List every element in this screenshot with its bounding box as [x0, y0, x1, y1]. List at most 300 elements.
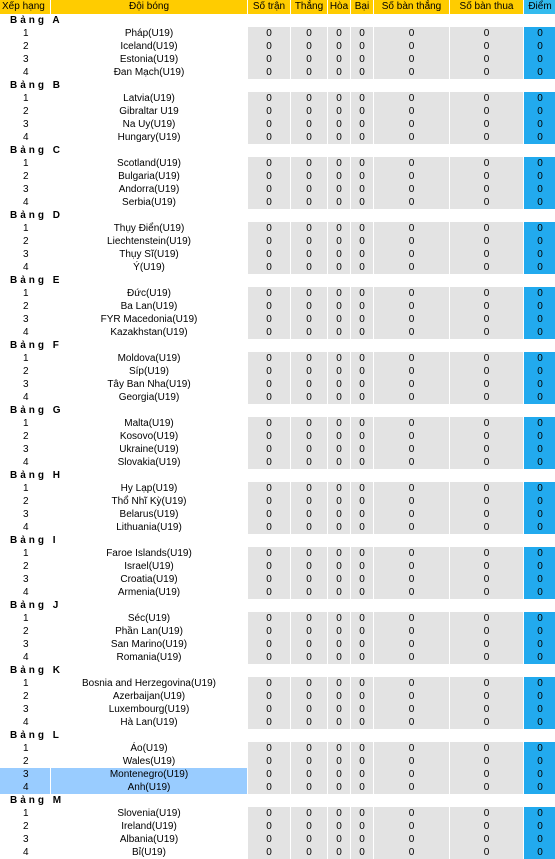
table-row[interactable] [0, 716, 555, 729]
team-goals-against: 0 [450, 261, 523, 274]
team-name-link[interactable]: Moldova(U19) [51, 352, 247, 365]
table-row[interactable] [0, 638, 555, 651]
team-lost: 0 [351, 157, 373, 170]
team-goals-for: 0 [374, 560, 449, 573]
table-row[interactable] [0, 495, 555, 508]
header-points[interactable]: Điểm [524, 0, 555, 14]
team-drawn: 0 [328, 287, 350, 300]
team-goals-for: 0 [374, 846, 449, 859]
team-won: 0 [291, 378, 327, 391]
table-row[interactable] [0, 651, 555, 664]
team-drawn: 0 [328, 27, 350, 40]
team-name-link[interactable]: Tây Ban Nha(U19) [51, 378, 247, 391]
team-played: 0 [248, 690, 290, 703]
team-played: 0 [248, 755, 290, 768]
team-rank: 3 [0, 833, 50, 846]
team-won: 0 [291, 118, 327, 131]
team-drawn: 0 [328, 248, 350, 261]
table-row[interactable] [0, 365, 555, 378]
team-name-link[interactable]: Albania(U19) [51, 833, 247, 846]
table-row[interactable] [0, 521, 555, 534]
table-row[interactable] [0, 105, 555, 118]
team-goals-against: 0 [450, 118, 523, 131]
table-row[interactable] [0, 248, 555, 261]
table-row[interactable] [0, 625, 555, 638]
team-won: 0 [291, 768, 327, 781]
team-points: 0 [524, 157, 555, 170]
table-row[interactable] [0, 391, 555, 404]
team-played: 0 [248, 66, 290, 79]
table-row[interactable] [0, 92, 555, 105]
team-won: 0 [291, 690, 327, 703]
team-won: 0 [291, 417, 327, 430]
team-rank: 2 [0, 365, 50, 378]
table-row[interactable] [0, 456, 555, 469]
team-points: 0 [524, 53, 555, 66]
team-rank: 4 [0, 391, 50, 404]
header-goals-for[interactable]: Số bàn thắng [374, 0, 449, 14]
team-rank: 4 [0, 651, 50, 664]
team-goals-against: 0 [450, 287, 523, 300]
table-row[interactable] [0, 820, 555, 833]
team-rank: 3 [0, 53, 50, 66]
team-goals-for: 0 [374, 261, 449, 274]
team-drawn: 0 [328, 261, 350, 274]
team-points: 0 [524, 586, 555, 599]
team-name-link[interactable]: Latvia(U19) [51, 92, 247, 105]
team-name-link[interactable]: Kosovo(U19) [51, 430, 247, 443]
team-lost: 0 [351, 807, 373, 820]
team-name-link[interactable]: Hungary(U19) [51, 131, 247, 144]
team-rank: 4 [0, 261, 50, 274]
team-drawn: 0 [328, 118, 350, 131]
team-name-link[interactable]: Slovakia(U19) [51, 456, 247, 469]
team-played: 0 [248, 742, 290, 755]
team-played: 0 [248, 482, 290, 495]
team-rank: 2 [0, 300, 50, 313]
table-row[interactable] [0, 755, 555, 768]
team-goals-against: 0 [450, 495, 523, 508]
team-goals-against: 0 [450, 365, 523, 378]
team-goals-against: 0 [450, 547, 523, 560]
team-name-link[interactable]: Ireland(U19) [51, 820, 247, 833]
team-played: 0 [248, 222, 290, 235]
team-points: 0 [524, 690, 555, 703]
team-lost: 0 [351, 170, 373, 183]
table-row[interactable] [0, 157, 555, 170]
team-rank: 3 [0, 118, 50, 131]
team-points: 0 [524, 495, 555, 508]
team-rank: 2 [0, 170, 50, 183]
team-won: 0 [291, 287, 327, 300]
team-name-link[interactable]: Malta(U19) [51, 417, 247, 430]
team-played: 0 [248, 586, 290, 599]
team-lost: 0 [351, 625, 373, 638]
team-drawn: 0 [328, 313, 350, 326]
team-name-link[interactable]: Hà Lan(U19) [51, 716, 247, 729]
team-rank: 4 [0, 521, 50, 534]
team-goals-against: 0 [450, 456, 523, 469]
team-goals-for: 0 [374, 157, 449, 170]
table-row[interactable] [0, 430, 555, 443]
team-points: 0 [524, 118, 555, 131]
team-drawn: 0 [328, 183, 350, 196]
team-rank: 2 [0, 625, 50, 638]
team-rank: 2 [0, 560, 50, 573]
team-name-link[interactable]: Thổ Nhĩ Kỳ(U19) [51, 495, 247, 508]
team-drawn: 0 [328, 40, 350, 53]
team-played: 0 [248, 261, 290, 274]
team-name-link[interactable]: Lithuania(U19) [51, 521, 247, 534]
team-rank: 4 [0, 846, 50, 859]
team-name-link[interactable]: Faroe Islands(U19) [51, 547, 247, 560]
team-points: 0 [524, 742, 555, 755]
table-row[interactable] [0, 27, 555, 40]
team-goals-for: 0 [374, 547, 449, 560]
team-drawn: 0 [328, 482, 350, 495]
team-drawn: 0 [328, 326, 350, 339]
team-goals-against: 0 [450, 781, 523, 794]
team-lost: 0 [351, 300, 373, 313]
team-goals-for: 0 [374, 521, 449, 534]
team-lost: 0 [351, 261, 373, 274]
team-rank: 3 [0, 248, 50, 261]
team-played: 0 [248, 118, 290, 131]
team-name-link[interactable]: Phần Lan(U19) [51, 625, 247, 638]
team-drawn: 0 [328, 716, 350, 729]
header-team[interactable]: Đội bóng [51, 0, 247, 14]
team-lost: 0 [351, 521, 373, 534]
team-points: 0 [524, 833, 555, 846]
header-rank[interactable]: Xếp hạng [0, 0, 50, 14]
team-drawn: 0 [328, 131, 350, 144]
team-name-link[interactable]: Bulgaria(U19) [51, 170, 247, 183]
team-name-link[interactable]: Thụy Sĩ(U19) [51, 248, 247, 261]
team-lost: 0 [351, 131, 373, 144]
table-row[interactable] [0, 690, 555, 703]
group-label: Bảng M [0, 794, 555, 807]
team-rank: 1 [0, 287, 50, 300]
table-row[interactable] [0, 677, 555, 690]
team-goals-for: 0 [374, 417, 449, 430]
team-points: 0 [524, 105, 555, 118]
team-goals-for: 0 [374, 651, 449, 664]
table-row[interactable] [0, 170, 555, 183]
team-won: 0 [291, 521, 327, 534]
team-points: 0 [524, 248, 555, 261]
team-played: 0 [248, 768, 290, 781]
team-name-link[interactable]: Hy Lạp(U19) [51, 482, 247, 495]
team-goals-against: 0 [450, 27, 523, 40]
team-name-link[interactable]: Armenia(U19) [51, 586, 247, 599]
header-drawn[interactable]: Hòa [329, 1, 349, 12]
team-goals-against: 0 [450, 183, 523, 196]
team-name-link[interactable]: Anh(U19) [51, 781, 247, 794]
team-name-link[interactable]: Ý(U19) [51, 261, 247, 274]
team-name-link[interactable]: San Marino(U19) [51, 638, 247, 651]
team-rank: 1 [0, 742, 50, 755]
team-lost: 0 [351, 430, 373, 443]
table-row[interactable] [0, 118, 555, 131]
team-name-link[interactable]: Serbia(U19) [51, 196, 247, 209]
team-lost: 0 [351, 365, 373, 378]
team-name-link[interactable]: Montenegro(U19) [51, 768, 247, 781]
team-drawn: 0 [328, 690, 350, 703]
team-rank: 2 [0, 105, 50, 118]
team-name-link[interactable]: Na Uy(U19) [51, 118, 247, 131]
team-drawn: 0 [328, 508, 350, 521]
team-lost: 0 [351, 391, 373, 404]
team-points: 0 [524, 378, 555, 391]
team-name-link[interactable]: Liechtenstein(U19) [51, 235, 247, 248]
team-played: 0 [248, 703, 290, 716]
table-row[interactable] [0, 742, 555, 755]
header-goals-against[interactable]: Số bàn thua [450, 0, 523, 14]
team-name-link[interactable]: Croatia(U19) [51, 573, 247, 586]
group-header-row [0, 209, 555, 222]
team-played: 0 [248, 456, 290, 469]
table-row[interactable] [0, 183, 555, 196]
team-goals-for: 0 [374, 573, 449, 586]
team-drawn: 0 [328, 196, 350, 209]
team-drawn: 0 [328, 638, 350, 651]
team-name-link[interactable]: Đức(U19) [51, 287, 247, 300]
table-row[interactable] [0, 66, 555, 79]
team-goals-for: 0 [374, 820, 449, 833]
team-goals-against: 0 [450, 53, 523, 66]
team-name-link[interactable]: Thụy Điển(U19) [51, 222, 247, 235]
table-row[interactable] [0, 781, 555, 794]
team-goals-for: 0 [374, 300, 449, 313]
group-label: Bảng A [0, 14, 555, 27]
table-row[interactable] [0, 326, 555, 339]
team-name-link[interactable]: Israel(U19) [51, 560, 247, 573]
team-lost: 0 [351, 196, 373, 209]
table-row[interactable] [0, 443, 555, 456]
table-row[interactable] [0, 612, 555, 625]
team-name-link[interactable]: Romania(U19) [51, 651, 247, 664]
team-rank: 2 [0, 495, 50, 508]
team-drawn: 0 [328, 677, 350, 690]
team-lost: 0 [351, 547, 373, 560]
team-name-link[interactable]: Kazakhstan(U19) [51, 326, 247, 339]
group-header-row [0, 144, 555, 157]
team-lost: 0 [351, 716, 373, 729]
team-rank: 4 [0, 326, 50, 339]
team-drawn: 0 [328, 586, 350, 599]
team-won: 0 [291, 612, 327, 625]
team-lost: 0 [351, 313, 373, 326]
team-lost: 0 [351, 40, 373, 53]
team-rank: 1 [0, 612, 50, 625]
team-rank: 4 [0, 716, 50, 729]
table-row[interactable] [0, 833, 555, 846]
team-goals-against: 0 [450, 677, 523, 690]
team-rank: 2 [0, 40, 50, 53]
team-points: 0 [524, 222, 555, 235]
team-won: 0 [291, 352, 327, 365]
group-label: Bảng F [0, 339, 555, 352]
team-points: 0 [524, 820, 555, 833]
group-label: Bảng C [0, 144, 555, 157]
team-goals-against: 0 [450, 196, 523, 209]
team-goals-against: 0 [450, 66, 523, 79]
team-goals-for: 0 [374, 638, 449, 651]
team-name-link[interactable]: Georgia(U19) [51, 391, 247, 404]
team-name-link[interactable]: Bỉ(U19) [51, 846, 247, 859]
table-row[interactable] [0, 846, 555, 859]
team-won: 0 [291, 53, 327, 66]
team-goals-for: 0 [374, 586, 449, 599]
team-points: 0 [524, 66, 555, 79]
team-played: 0 [248, 443, 290, 456]
team-goals-for: 0 [374, 807, 449, 820]
team-name-link[interactable]: FYR Macedonia(U19) [51, 313, 247, 326]
team-name-link[interactable]: Síp(U19) [51, 365, 247, 378]
team-name-link[interactable]: Ba Lan(U19) [51, 300, 247, 313]
team-rank: 3 [0, 703, 50, 716]
team-points: 0 [524, 846, 555, 859]
team-name-link[interactable]: Estonia(U19) [51, 53, 247, 66]
team-rank: 4 [0, 196, 50, 209]
team-name-link[interactable]: Gibraltar U19 [51, 105, 247, 118]
team-drawn: 0 [328, 807, 350, 820]
header-won[interactable]: Thắng [291, 0, 327, 14]
team-lost: 0 [351, 833, 373, 846]
team-won: 0 [291, 222, 327, 235]
team-rank: 4 [0, 781, 50, 794]
team-lost: 0 [351, 495, 373, 508]
team-lost: 0 [351, 92, 373, 105]
team-points: 0 [524, 456, 555, 469]
header-lost[interactable]: Bại [351, 0, 373, 14]
team-name-link[interactable]: Luxembourg(U19) [51, 703, 247, 716]
team-goals-against: 0 [450, 430, 523, 443]
team-name-link[interactable]: Ukraine(U19) [51, 443, 247, 456]
team-rank: 4 [0, 456, 50, 469]
table-row[interactable] [0, 417, 555, 430]
team-goals-for: 0 [374, 833, 449, 846]
table-row[interactable] [0, 508, 555, 521]
team-lost: 0 [351, 456, 373, 469]
team-name-link[interactable]: Andorra(U19) [51, 183, 247, 196]
table-row[interactable] [0, 768, 555, 781]
team-rank: 3 [0, 573, 50, 586]
team-played: 0 [248, 625, 290, 638]
table-row[interactable] [0, 586, 555, 599]
team-name-link[interactable]: Scotland(U19) [51, 157, 247, 170]
team-rank: 4 [0, 586, 50, 599]
team-goals-for: 0 [374, 235, 449, 248]
team-drawn: 0 [328, 625, 350, 638]
table-row[interactable] [0, 196, 555, 209]
team-rank: 2 [0, 820, 50, 833]
table-row[interactable] [0, 300, 555, 313]
table-row[interactable] [0, 287, 555, 300]
team-name-link[interactable]: Wales(U19) [51, 755, 247, 768]
team-name-link[interactable]: Đan Mạch(U19) [51, 66, 247, 79]
team-goals-against: 0 [450, 586, 523, 599]
team-drawn: 0 [328, 352, 350, 365]
group-header-row [0, 729, 555, 742]
team-goals-for: 0 [374, 716, 449, 729]
team-rank: 3 [0, 183, 50, 196]
team-name-link[interactable]: Áo(U19) [51, 742, 247, 755]
team-lost: 0 [351, 183, 373, 196]
team-name-link[interactable]: Séc(U19) [51, 612, 247, 625]
team-won: 0 [291, 365, 327, 378]
team-goals-for: 0 [374, 391, 449, 404]
team-goals-against: 0 [450, 521, 523, 534]
table-row[interactable] [0, 261, 555, 274]
table-row[interactable] [0, 807, 555, 820]
table-row[interactable] [0, 40, 555, 53]
team-goals-for: 0 [374, 118, 449, 131]
team-name-link[interactable]: Pháp(U19) [51, 27, 247, 40]
team-name-link[interactable]: Belarus(U19) [51, 508, 247, 521]
team-goals-for: 0 [374, 430, 449, 443]
table-row[interactable] [0, 222, 555, 235]
team-drawn: 0 [328, 417, 350, 430]
team-rank: 2 [0, 690, 50, 703]
team-goals-against: 0 [450, 573, 523, 586]
table-row[interactable] [0, 560, 555, 573]
table-row[interactable] [0, 352, 555, 365]
team-drawn: 0 [328, 781, 350, 794]
team-won: 0 [291, 92, 327, 105]
team-drawn: 0 [328, 170, 350, 183]
team-points: 0 [524, 261, 555, 274]
table-row[interactable] [0, 378, 555, 391]
team-drawn: 0 [328, 53, 350, 66]
team-lost: 0 [351, 781, 373, 794]
table-row[interactable] [0, 53, 555, 66]
team-lost: 0 [351, 768, 373, 781]
team-name-link[interactable]: Iceland(U19) [51, 40, 247, 53]
table-row[interactable] [0, 547, 555, 560]
table-row[interactable] [0, 573, 555, 586]
team-played: 0 [248, 430, 290, 443]
table-row[interactable] [0, 313, 555, 326]
team-rank: 2 [0, 430, 50, 443]
team-points: 0 [524, 196, 555, 209]
team-rank: 3 [0, 313, 50, 326]
table-row[interactable] [0, 235, 555, 248]
team-points: 0 [524, 573, 555, 586]
table-row[interactable] [0, 482, 555, 495]
team-played: 0 [248, 846, 290, 859]
group-label: Bảng L [0, 729, 555, 742]
team-rank: 1 [0, 92, 50, 105]
team-name-link[interactable]: Slovenia(U19) [51, 807, 247, 820]
team-name-link[interactable]: Bosnia and Herzegovina(U19) [51, 677, 247, 690]
team-goals-against: 0 [450, 508, 523, 521]
team-played: 0 [248, 638, 290, 651]
team-played: 0 [248, 105, 290, 118]
team-lost: 0 [351, 508, 373, 521]
header-played[interactable]: Số trận [248, 0, 290, 14]
team-won: 0 [291, 482, 327, 495]
team-drawn: 0 [328, 651, 350, 664]
team-points: 0 [524, 235, 555, 248]
table-row[interactable] [0, 131, 555, 144]
table-row[interactable] [0, 703, 555, 716]
team-name-link[interactable]: Azerbaijan(U19) [51, 690, 247, 703]
team-goals-against: 0 [450, 326, 523, 339]
team-drawn: 0 [328, 495, 350, 508]
team-rank: 3 [0, 508, 50, 521]
team-won: 0 [291, 807, 327, 820]
